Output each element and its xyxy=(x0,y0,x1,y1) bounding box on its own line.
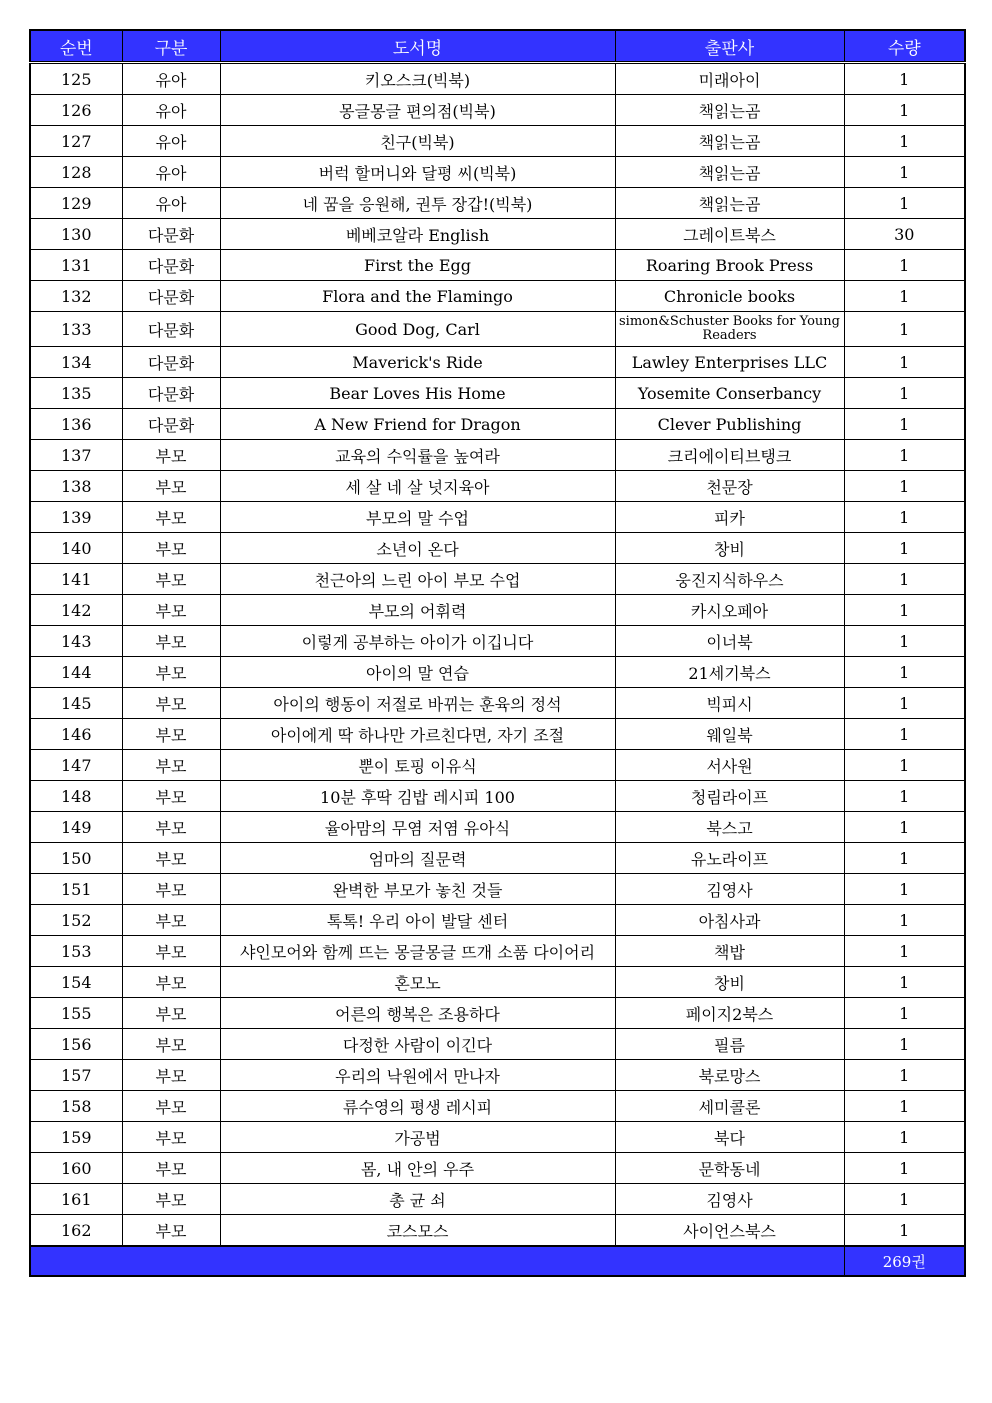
cell-publisher: 김영사 xyxy=(615,874,844,905)
cell-no: 151 xyxy=(30,874,122,905)
cell-quantity: 1 xyxy=(844,564,965,595)
cell-no: 146 xyxy=(30,719,122,750)
cell-publisher: 창비 xyxy=(615,967,844,998)
cell-quantity: 1 xyxy=(844,63,965,95)
table-row xyxy=(30,1060,965,1091)
cell-quantity: 1 xyxy=(844,440,965,471)
cell-category: 부모 xyxy=(122,1184,220,1215)
cell-category: 부모 xyxy=(122,564,220,595)
table-row xyxy=(30,1122,965,1153)
cell-no: 153 xyxy=(30,936,122,967)
cell-publisher: 유노라이프 xyxy=(615,843,844,874)
cell-no: 150 xyxy=(30,843,122,874)
cell-no: 128 xyxy=(30,157,122,188)
cell-category: 부모 xyxy=(122,471,220,502)
cell-title: 10분 후딱 김밥 레시피 100 xyxy=(220,781,615,812)
book-list-table xyxy=(29,29,966,1277)
cell-publisher: Lawley Enterprises LLC xyxy=(615,347,844,378)
cell-publisher: 북로망스 xyxy=(615,1060,844,1091)
table-row xyxy=(30,843,965,874)
cell-category: 부모 xyxy=(122,936,220,967)
table-row xyxy=(30,471,965,502)
cell-quantity: 1 xyxy=(844,1029,965,1060)
cell-quantity: 1 xyxy=(844,471,965,502)
cell-quantity: 1 xyxy=(844,409,965,440)
cell-publisher: 책밥 xyxy=(615,936,844,967)
cell-quantity: 1 xyxy=(844,781,965,812)
table-row xyxy=(30,440,965,471)
cell-category: 유아 xyxy=(122,95,220,126)
cell-quantity: 1 xyxy=(844,657,965,688)
cell-title: 혼모노 xyxy=(220,967,615,998)
cell-quantity: 1 xyxy=(844,1215,965,1247)
cell-no: 131 xyxy=(30,250,122,281)
footer-row xyxy=(30,1246,965,1276)
cell-category: 유아 xyxy=(122,188,220,219)
cell-category: 부모 xyxy=(122,1029,220,1060)
cell-publisher: 책읽는곰 xyxy=(615,95,844,126)
cell-title: 엄마의 질문력 xyxy=(220,843,615,874)
cell-category: 다문화 xyxy=(122,409,220,440)
cell-category: 부모 xyxy=(122,843,220,874)
cell-category: 부모 xyxy=(122,750,220,781)
footer-blank-cell xyxy=(30,1246,844,1276)
cell-title: 베베코알라 English xyxy=(220,219,615,250)
cell-no: 162 xyxy=(30,1215,122,1247)
cell-category: 부모 xyxy=(122,1060,220,1091)
cell-title: Maverick's Ride xyxy=(220,347,615,378)
cell-publisher: 크리에이티브탱크 xyxy=(615,440,844,471)
cell-title: 완벽한 부모가 놓친 것들 xyxy=(220,874,615,905)
cell-category: 부모 xyxy=(122,595,220,626)
cell-category: 부모 xyxy=(122,781,220,812)
header-no: 순번 xyxy=(30,30,122,63)
cell-publisher: Yosemite Conserbancy xyxy=(615,378,844,409)
cell-title: 천근아의 느린 아이 부모 수업 xyxy=(220,564,615,595)
cell-publisher: 카시오페아 xyxy=(615,595,844,626)
table-row xyxy=(30,595,965,626)
cell-no: 132 xyxy=(30,281,122,312)
cell-quantity: 1 xyxy=(844,312,965,347)
cell-title: 세 살 네 살 넛지육아 xyxy=(220,471,615,502)
cell-no: 161 xyxy=(30,1184,122,1215)
table-row xyxy=(30,564,965,595)
cell-quantity: 1 xyxy=(844,378,965,409)
cell-no: 159 xyxy=(30,1122,122,1153)
cell-publisher: 웅진지식하우스 xyxy=(615,564,844,595)
cell-publisher: 21세기북스 xyxy=(615,657,844,688)
table-row xyxy=(30,967,965,998)
cell-title: First the Egg xyxy=(220,250,615,281)
table-row xyxy=(30,250,965,281)
cell-category: 부모 xyxy=(122,1153,220,1184)
cell-publisher: 청림라이프 xyxy=(615,781,844,812)
cell-publisher: 아침사과 xyxy=(615,905,844,936)
cell-title: Flora and the Flamingo xyxy=(220,281,615,312)
cell-publisher: 문학동네 xyxy=(615,1153,844,1184)
cell-title: 아이의 말 연습 xyxy=(220,657,615,688)
table-row xyxy=(30,936,965,967)
cell-title: 아이의 행동이 저절로 바뀌는 훈육의 정석 xyxy=(220,688,615,719)
cell-publisher: 페이지2북스 xyxy=(615,998,844,1029)
cell-title: 뿐이 토핑 이유식 xyxy=(220,750,615,781)
table-row xyxy=(30,657,965,688)
table-row xyxy=(30,502,965,533)
cell-publisher: 북다 xyxy=(615,1122,844,1153)
cell-quantity: 1 xyxy=(844,936,965,967)
table-header xyxy=(30,30,965,63)
cell-quantity: 1 xyxy=(844,126,965,157)
cell-no: 129 xyxy=(30,188,122,219)
cell-category: 부모 xyxy=(122,688,220,719)
table-row xyxy=(30,157,965,188)
table-row xyxy=(30,1029,965,1060)
table-row xyxy=(30,998,965,1029)
cell-quantity: 1 xyxy=(844,967,965,998)
cell-quantity: 1 xyxy=(844,1060,965,1091)
cell-no: 133 xyxy=(30,312,122,347)
cell-quantity: 1 xyxy=(844,843,965,874)
cell-no: 152 xyxy=(30,905,122,936)
cell-category: 부모 xyxy=(122,533,220,564)
cell-quantity: 1 xyxy=(844,812,965,843)
header-row xyxy=(30,30,965,63)
cell-quantity: 1 xyxy=(844,1153,965,1184)
cell-quantity: 1 xyxy=(844,347,965,378)
book-list-table-wrapper xyxy=(29,29,964,1277)
table-row xyxy=(30,312,965,347)
table-row xyxy=(30,126,965,157)
cell-title: Good Dog, Carl xyxy=(220,312,615,347)
cell-publisher: 이너북 xyxy=(615,626,844,657)
cell-quantity: 1 xyxy=(844,874,965,905)
cell-category: 부모 xyxy=(122,812,220,843)
cell-publisher: 북스고 xyxy=(615,812,844,843)
cell-no: 137 xyxy=(30,440,122,471)
cell-category: 부모 xyxy=(122,719,220,750)
total-quantity: 269권 xyxy=(844,1246,965,1276)
cell-publisher: Clever Publishing xyxy=(615,409,844,440)
cell-publisher: 천문장 xyxy=(615,471,844,502)
cell-publisher: simon&Schuster Books for Young Readers xyxy=(615,312,844,347)
cell-title: 친구(빅북) xyxy=(220,126,615,157)
cell-publisher: 김영사 xyxy=(615,1184,844,1215)
cell-no: 134 xyxy=(30,347,122,378)
cell-title: 총 균 쇠 xyxy=(220,1184,615,1215)
table-row xyxy=(30,95,965,126)
cell-category: 부모 xyxy=(122,1091,220,1122)
cell-no: 141 xyxy=(30,564,122,595)
cell-publisher: 미래아이 xyxy=(615,63,844,95)
cell-quantity: 1 xyxy=(844,719,965,750)
cell-quantity: 1 xyxy=(844,1091,965,1122)
cell-no: 127 xyxy=(30,126,122,157)
table-row xyxy=(30,347,965,378)
cell-title: 몸, 내 안의 우주 xyxy=(220,1153,615,1184)
cell-quantity: 1 xyxy=(844,626,965,657)
cell-category: 다문화 xyxy=(122,219,220,250)
cell-title: 네 꿈을 응원해, 권투 장갑!(빅북) xyxy=(220,188,615,219)
cell-category: 유아 xyxy=(122,126,220,157)
cell-no: 158 xyxy=(30,1091,122,1122)
cell-category: 유아 xyxy=(122,63,220,95)
cell-publisher: 빅피시 xyxy=(615,688,844,719)
cell-quantity: 1 xyxy=(844,1184,965,1215)
cell-quantity: 30 xyxy=(844,219,965,250)
table-row xyxy=(30,1153,965,1184)
cell-no: 155 xyxy=(30,998,122,1029)
cell-publisher: 창비 xyxy=(615,533,844,564)
table-row xyxy=(30,874,965,905)
cell-title: 율아맘의 무염 저염 유아식 xyxy=(220,812,615,843)
cell-no: 154 xyxy=(30,967,122,998)
table-row xyxy=(30,1215,965,1247)
cell-quantity: 1 xyxy=(844,998,965,1029)
cell-title: 아이에게 딱 하나만 가르친다면, 자기 조절 xyxy=(220,719,615,750)
cell-no: 160 xyxy=(30,1153,122,1184)
cell-no: 142 xyxy=(30,595,122,626)
cell-no: 147 xyxy=(30,750,122,781)
cell-category: 부모 xyxy=(122,1215,220,1247)
cell-category: 부모 xyxy=(122,440,220,471)
cell-no: 136 xyxy=(30,409,122,440)
cell-title: 부모의 말 수업 xyxy=(220,502,615,533)
header-category: 구분 xyxy=(122,30,220,63)
cell-publisher: 세미콜론 xyxy=(615,1091,844,1122)
cell-no: 135 xyxy=(30,378,122,409)
cell-title: 버럭 할머니와 달평 씨(빅북) xyxy=(220,157,615,188)
cell-category: 부모 xyxy=(122,502,220,533)
cell-publisher: 서사원 xyxy=(615,750,844,781)
cell-category: 부모 xyxy=(122,905,220,936)
cell-quantity: 1 xyxy=(844,750,965,781)
cell-publisher: Chronicle books xyxy=(615,281,844,312)
cell-category: 부모 xyxy=(122,626,220,657)
cell-title: 어른의 행복은 조용하다 xyxy=(220,998,615,1029)
cell-title: 코스모스 xyxy=(220,1215,615,1247)
cell-quantity: 1 xyxy=(844,281,965,312)
cell-publisher: Roaring Brook Press xyxy=(615,250,844,281)
cell-publisher: 책읽는곰 xyxy=(615,188,844,219)
table-row xyxy=(30,409,965,440)
cell-quantity: 1 xyxy=(844,905,965,936)
table-row xyxy=(30,63,965,95)
cell-publisher: 사이언스북스 xyxy=(615,1215,844,1247)
cell-title: 다정한 사람이 이긴다 xyxy=(220,1029,615,1060)
table-row xyxy=(30,812,965,843)
table-row xyxy=(30,219,965,250)
cell-no: 138 xyxy=(30,471,122,502)
cell-no: 149 xyxy=(30,812,122,843)
cell-title: 부모의 어휘력 xyxy=(220,595,615,626)
cell-title: Bear Loves His Home xyxy=(220,378,615,409)
cell-category: 부모 xyxy=(122,998,220,1029)
cell-title: 소년이 온다 xyxy=(220,533,615,564)
cell-category: 다문화 xyxy=(122,312,220,347)
table-row xyxy=(30,750,965,781)
header-publisher: 출판사 xyxy=(615,30,844,63)
cell-no: 157 xyxy=(30,1060,122,1091)
cell-title: 샤인모어와 함께 뜨는 몽글몽글 뜨개 소품 다이어리 xyxy=(220,936,615,967)
table-row xyxy=(30,719,965,750)
header-title: 도서명 xyxy=(220,30,615,63)
cell-publisher: 책읽는곰 xyxy=(615,157,844,188)
cell-publisher: 필름 xyxy=(615,1029,844,1060)
cell-quantity: 1 xyxy=(844,595,965,626)
cell-category: 부모 xyxy=(122,967,220,998)
cell-title: 가공범 xyxy=(220,1122,615,1153)
cell-no: 125 xyxy=(30,63,122,95)
table-footer xyxy=(30,1246,965,1276)
cell-no: 145 xyxy=(30,688,122,719)
cell-title: A New Friend for Dragon xyxy=(220,409,615,440)
cell-no: 144 xyxy=(30,657,122,688)
cell-publisher: 책읽는곰 xyxy=(615,126,844,157)
cell-no: 148 xyxy=(30,781,122,812)
cell-category: 부모 xyxy=(122,874,220,905)
cell-quantity: 1 xyxy=(844,188,965,219)
cell-no: 140 xyxy=(30,533,122,564)
table-row xyxy=(30,781,965,812)
cell-title: 우리의 낙원에서 만나자 xyxy=(220,1060,615,1091)
cell-quantity: 1 xyxy=(844,533,965,564)
cell-title: 이렇게 공부하는 아이가 이깁니다 xyxy=(220,626,615,657)
cell-category: 다문화 xyxy=(122,281,220,312)
cell-no: 143 xyxy=(30,626,122,657)
table-row xyxy=(30,533,965,564)
cell-no: 139 xyxy=(30,502,122,533)
header-quantity: 수량 xyxy=(844,30,965,63)
cell-category: 부모 xyxy=(122,657,220,688)
cell-category: 다문화 xyxy=(122,378,220,409)
cell-category: 다문화 xyxy=(122,250,220,281)
cell-no: 130 xyxy=(30,219,122,250)
cell-quantity: 1 xyxy=(844,502,965,533)
cell-category: 다문화 xyxy=(122,347,220,378)
cell-quantity: 1 xyxy=(844,157,965,188)
cell-title: 키오스크(빅북) xyxy=(220,63,615,95)
cell-title: 톡톡! 우리 아이 발달 센터 xyxy=(220,905,615,936)
cell-quantity: 1 xyxy=(844,688,965,719)
cell-title: 류수영의 평생 레시피 xyxy=(220,1091,615,1122)
cell-publisher: 웨일북 xyxy=(615,719,844,750)
table-row xyxy=(30,688,965,719)
table-row xyxy=(30,281,965,312)
cell-category: 부모 xyxy=(122,1122,220,1153)
table-row xyxy=(30,626,965,657)
cell-title: 몽글몽글 편의점(빅북) xyxy=(220,95,615,126)
cell-quantity: 1 xyxy=(844,250,965,281)
cell-publisher: 피카 xyxy=(615,502,844,533)
table-row xyxy=(30,1184,965,1215)
table-body xyxy=(30,63,965,1247)
table-row xyxy=(30,188,965,219)
cell-title: 교육의 수익률을 높여라 xyxy=(220,440,615,471)
table-row xyxy=(30,905,965,936)
table-row xyxy=(30,1091,965,1122)
cell-quantity: 1 xyxy=(844,1122,965,1153)
cell-no: 126 xyxy=(30,95,122,126)
cell-category: 유아 xyxy=(122,157,220,188)
table-row xyxy=(30,378,965,409)
cell-publisher: 그레이트북스 xyxy=(615,219,844,250)
cell-no: 156 xyxy=(30,1029,122,1060)
cell-quantity: 1 xyxy=(844,95,965,126)
